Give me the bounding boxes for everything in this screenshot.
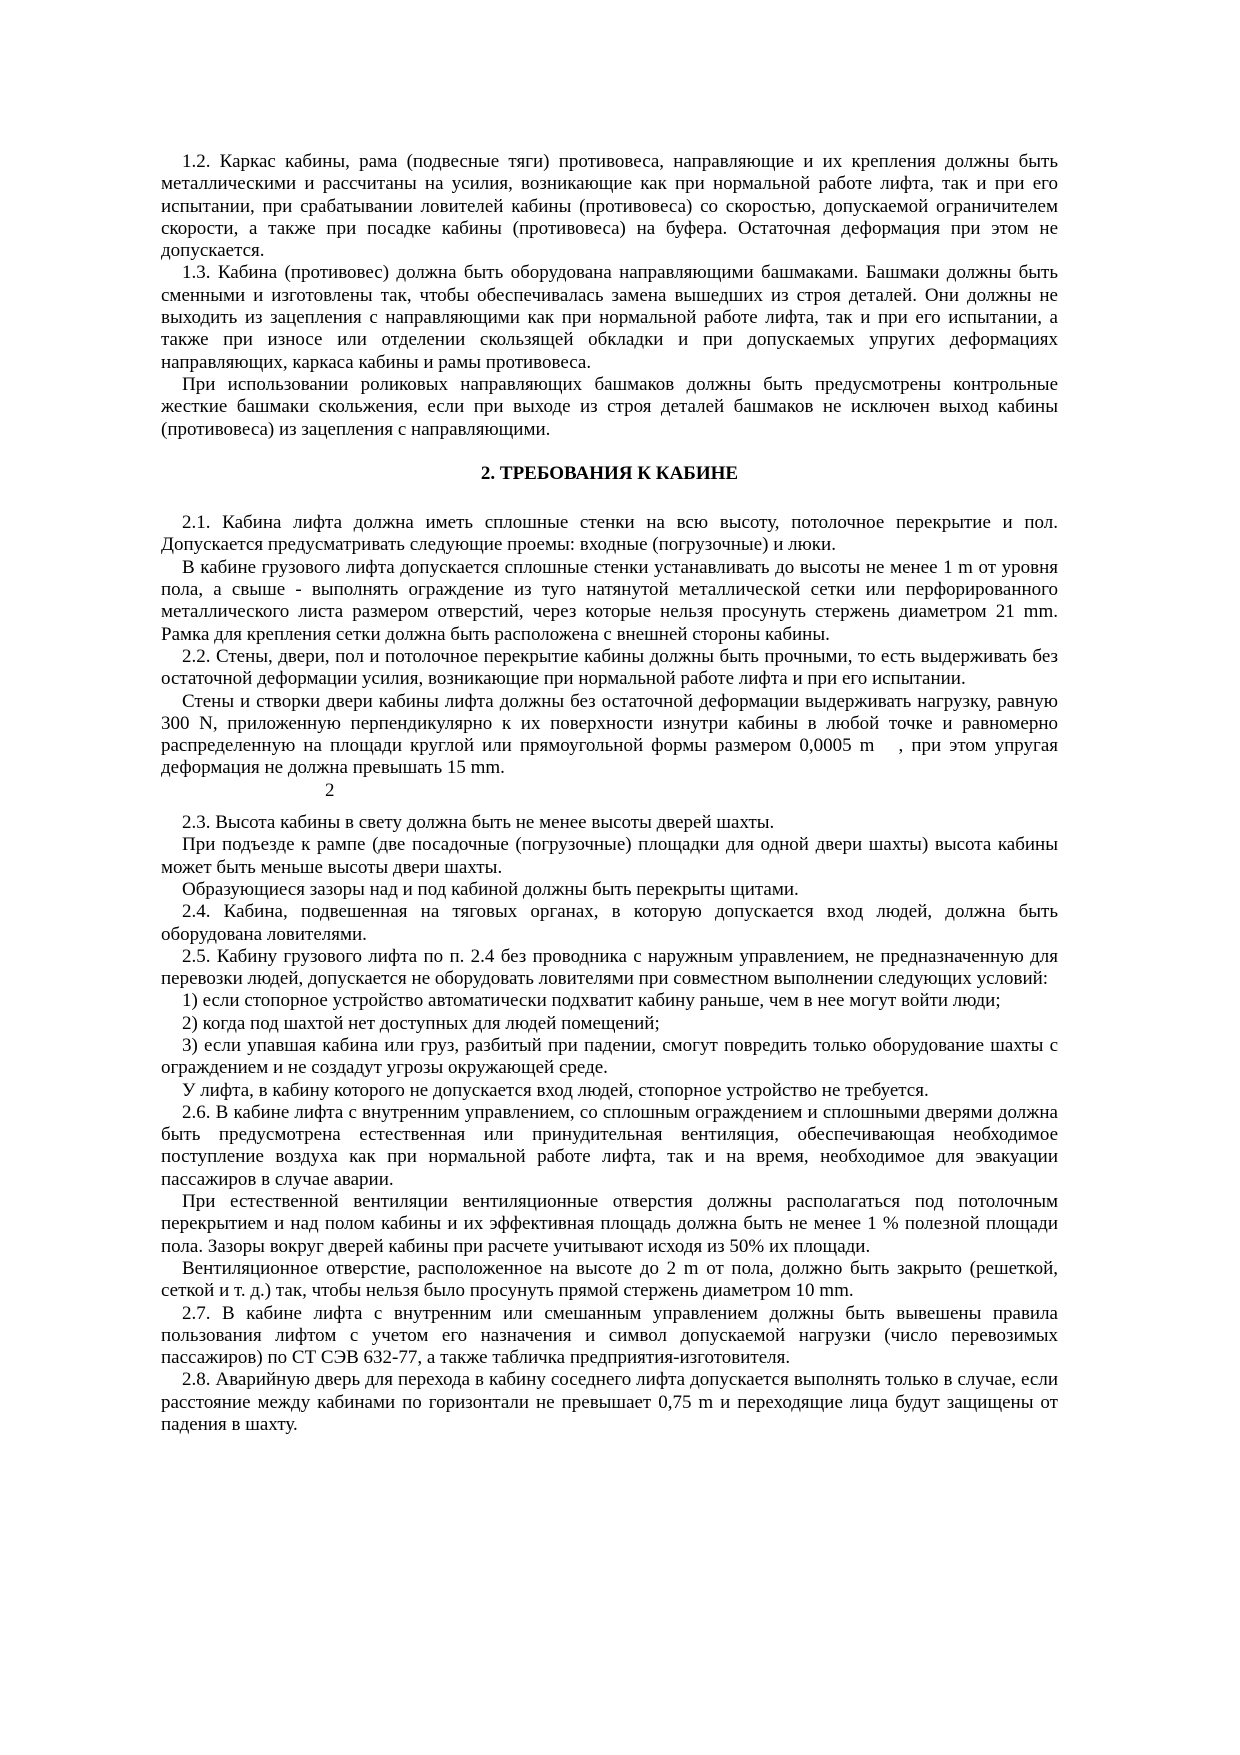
paragraph-2-4: 2.4. Кабина, подвешенная на тяговых органах, в которую допускается вход людей, должна быть оборудована ловителями. bbox=[161, 901, 1058, 945]
paragraph-wall-load: Стены и створки двери кабины лифта должны без остаточной деформации выдерживать нагрузку, равную 300 N, приложенную перпендикулярно к их поверхности изнутри кабины в любой точке и равномерно распределенную на площади круглой или прямоугольной формы размером 0,0005 m , при этом упругая деформация не должна превышать 15 mm. bbox=[161, 690, 1058, 779]
list-item-3: 3) если упавшая кабина или груз, разбитый при падении, смогут повредить только оборудование шахты с ограждением и не создадут угрозы окружающей среде. bbox=[161, 1034, 1058, 1079]
section-2-heading: 2. ТРЕБОВАНИЯ К КАБИНЕ bbox=[480, 462, 739, 484]
paragraph-ventilation-opening: Вентиляционное отверстие, расположенное на высоте до 2 m от пола, должно быть закрыто (решеткой, сеткой и т. д.) так, чтобы нельзя было просунуть прямой стержень диаметром 10 mm. bbox=[161, 1257, 1058, 1302]
paragraph-2-1: 2.1. Кабина лифта должна иметь сплошные стенки на всю высоту, потолочное перекрытие и пол. Допускается предусматривать следующие проемы: входные (погрузочные) и люки. bbox=[161, 512, 1058, 556]
paragraph-2-6: 2.6. В кабине лифта с внутренним управлением, со сплошным ограждением и сплошными дверями должна быть предусмотрена естественная или принудительная вентиляция, обеспечивающая необходимое поступление воздуха как при нормальной работе лифта, так и на время, необходимое для эвакуации пассажиров в случае аварии. bbox=[161, 1101, 1058, 1190]
paragraph-gaps-note: Образующиеся зазоры над и под кабиной должны быть перекрыты щитами. bbox=[182, 878, 799, 900]
list-item-2: 2) когда под шахтой нет доступных для людей помещений; bbox=[182, 1012, 660, 1034]
superscript-2-artifact: 2 bbox=[325, 779, 335, 801]
list-item-1: 1) если стопорное устройство автоматически подхватит кабину раньше, чем в нее могут войти люди; bbox=[182, 990, 1001, 1012]
paragraph-2-8: 2.8. Аварийную дверь для перехода в кабину соседнего лифта допускается выполнять только в случае, если расстояние между кабинами по горизонтали не превышает 0,75 m и переходящие лица будут защищены от падения в шахту. bbox=[161, 1369, 1058, 1436]
paragraph-1-2: 1.2. Каркас кабины, рама (подвесные тяги) противовеса, направляющие и их крепления должны быть металлическими и рассчитаны на усилия, возникающие как при нормальной работе лифта, так и при его испытании, при срабатывании ловителей кабины (противовеса) со скоростью, допускаемой ограничителем скорости, а также при посадке кабины (противовеса) на буфера. Остаточная деформация при этом не допускается. bbox=[161, 151, 1058, 262]
paragraph-2-2: 2.2. Стены, двери, пол и потолочное перекрытие кабины должны быть прочными, то есть выдерживать без остаточной деформации усилия, возникающие при нормальной работе лифта и при его испытании. bbox=[161, 645, 1058, 690]
paragraph-2-3: 2.3. Высота кабины в свету должна быть не менее высоты дверей шахты. bbox=[182, 812, 775, 834]
paragraph-2-5: 2.5. Кабину грузового лифта по п. 2.4 без проводника с наружным управлением, не предназначенную для перевозки людей, допускается не оборудовать ловителями при совместном выполнении следующих условий: bbox=[161, 945, 1058, 990]
paragraph-2-7: 2.7. В кабине лифта с внутренним или смешанным управлением должны быть вывешены правила пользования лифтом с учетом его назначения и символ допускаемой нагрузки (число перевозимых пассажиров) по СТ СЭВ 632-77, а также табличка предприятия-изготовителя. bbox=[161, 1302, 1058, 1369]
paragraph-roller-guides-note: При использовании роликовых направляющих башмаков должны быть предусмотрены контрольные жесткие башмаки скольжения, если при выходе из строя деталей башмаков не исключен выход кабины (противовеса) из зацепления с направляющими. bbox=[161, 373, 1058, 440]
paragraph-1-3: 1.3. Кабина (противовес) должна быть оборудована направляющими башмаками. Башмаки должны быть сменными и изготовлены так, чтобы обеспечивалась замена вышедших из строя деталей. Они должны не выходить из зацепления с направляющими как при нормальной работе лифта, так и при его испытании, а также при износе или отделении скользящей обкладки и при допускаемых упругих деформациях направляющих, каркаса кабины и рамы противовеса. bbox=[161, 262, 1058, 373]
paragraph-natural-ventilation: При естественной вентиляции вентиляционные отверстия должны располагаться под потолочным перекрытием и над полом кабины и их эффективная площадь должна быть не менее 1 % полезной площади пола. Зазоры вокруг дверей кабины при расчете учитывают исходя из 50% их площади. bbox=[161, 1191, 1058, 1257]
paragraph-stopper-note: У лифта, в кабину которого не допускается вход людей, стопорное устройство не требуется. bbox=[182, 1079, 929, 1101]
paragraph-ramp-note: При подъезде к рампе (две посадочные (погрузочные) площадки для одной двери шахты) высота кабины может быть меньше высоты двери шахты. bbox=[161, 834, 1058, 878]
paragraph-cargo-cabin-walls: В кабине грузового лифта допускается сплошные стенки устанавливать до высоты не менее 1 m от уровня пола, а свыше - выполнять ограждение из туго натянутой металлической сетки или перфорированного металлического листа размером отверстий, через которые нельзя просунуть стержень диаметром 21 mm. Рамка для крепления сетки должна быть расположена с внешней стороны кабины. bbox=[161, 556, 1058, 645]
